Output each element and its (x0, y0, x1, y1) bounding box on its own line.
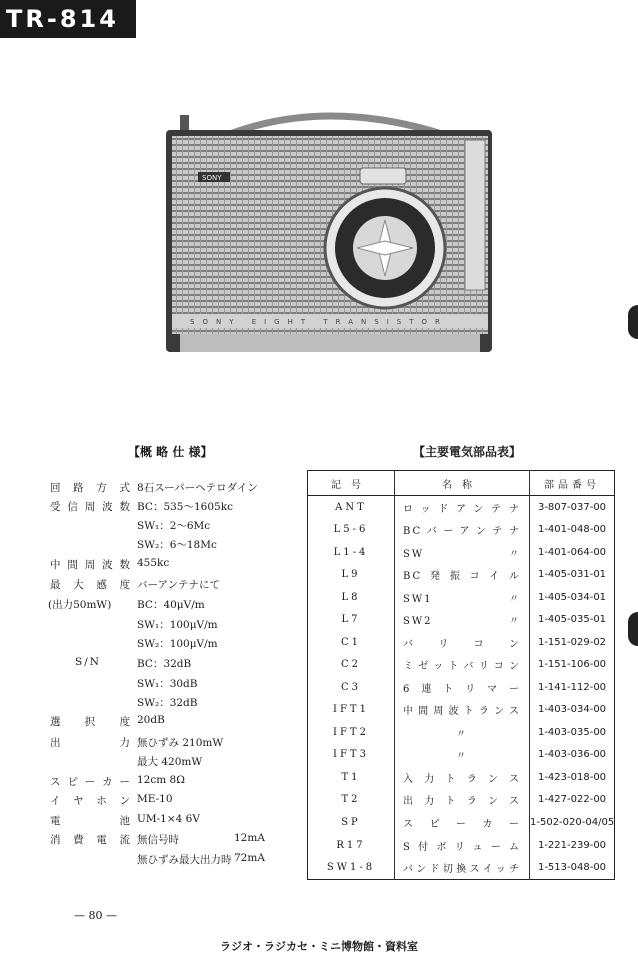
part-name: 出力トランス (395, 789, 530, 812)
part-number: 1-151-106-00 (530, 654, 615, 677)
table-row (308, 564, 615, 587)
table-row (308, 586, 615, 609)
part-name: スピーカー (395, 811, 530, 834)
col-header-name: 名称 (395, 471, 530, 496)
part-number: 1-405-034-01 (530, 586, 615, 609)
table-header-row (308, 471, 615, 496)
part-number: 1-502-020-04/05 (530, 811, 615, 834)
photo-caption: SONY (202, 174, 222, 182)
part-number: 1-427-022-00 (530, 789, 615, 812)
part-number: 1-151-029-02 (530, 631, 615, 654)
spec-label: スピーカー (50, 776, 130, 788)
table-row (308, 699, 615, 722)
part-number: 1-423-018-00 (530, 766, 615, 789)
part-symbol: SP (341, 817, 361, 828)
part-number: 1-221-239-00 (530, 834, 615, 857)
parts-table-body (308, 496, 615, 880)
spec-value: バーアンテナにて (137, 579, 221, 591)
part-number: 1-405-035-01 (530, 609, 615, 632)
spec-value: SW₁：30dB (137, 678, 198, 690)
table-row (308, 766, 615, 789)
part-name: バリコン (395, 631, 530, 654)
spec-label: 電池 (50, 815, 130, 827)
spec-value: SW₂：32dB (137, 697, 198, 709)
spec-value: SW₂：6～18Mc (137, 539, 217, 551)
part-name: SW 〃 (395, 541, 530, 564)
spec-value: SW₁：100μV/m (137, 619, 218, 631)
part-number: 1-403-034-00 (530, 699, 615, 722)
part-symbol: C2 (340, 659, 361, 671)
col-header-part-number: 部品番号 (530, 471, 615, 496)
spec-label: 回路方式 (50, 482, 130, 494)
part-symbol: T1 (341, 771, 361, 783)
table-row (308, 631, 615, 654)
part-symbol: IFT3 (333, 749, 369, 761)
part-name: S付ボリューム (395, 834, 530, 857)
part-name: ロッドアンテナ (395, 496, 530, 519)
spec-label: (出力50mW) (48, 599, 112, 611)
part-number: 1-401-048-00 (530, 519, 615, 542)
part-name: 〃 (395, 721, 530, 744)
part-symbol: L8 (341, 591, 361, 603)
part-name: 中間周波トランス (395, 699, 530, 722)
spec-value: BC：32dB (137, 658, 192, 670)
table-row (308, 811, 615, 834)
spec-value: BC：40μV/m (137, 599, 205, 611)
spec-value: 無ひずみ最大出力時 (137, 854, 232, 866)
spec-value: UM-1×4 6V (137, 813, 200, 825)
part-symbol: C3 (340, 681, 361, 693)
spec-value: 最大 420mW (137, 756, 203, 768)
table-row (308, 789, 615, 812)
spec-label: 最大感度 (50, 579, 130, 591)
spec-value: 無信号時 (137, 834, 179, 846)
part-symbol: R17 (336, 839, 366, 851)
spec-label: 中間周波数 (50, 559, 130, 571)
table-row (308, 519, 615, 542)
table-row (308, 496, 615, 519)
spec-label: 消費電流 (50, 834, 130, 846)
part-symbol: C1 (340, 636, 361, 648)
spec-value: SW₂：100μV/m (137, 638, 218, 650)
part-number: 1-141-112-00 (530, 676, 615, 699)
part-symbol: T2 (341, 794, 361, 806)
page-number: — 80 — (74, 909, 117, 922)
radio-photo (160, 110, 496, 362)
part-number: 1-405-031-01 (530, 564, 615, 587)
spec-value: ME-10 (137, 793, 173, 805)
part-symbol: SW1-8 (326, 862, 376, 874)
table-row (308, 541, 615, 564)
parts-table (307, 470, 615, 880)
spec-label: イヤホン (50, 795, 130, 807)
part-name: BC発振コイル (395, 564, 530, 587)
spec-value: 20dB (137, 714, 165, 726)
edge-mark (628, 305, 638, 339)
part-name: バンド切換スイッチ (395, 856, 530, 879)
part-number: 1-513-048-00 (530, 856, 615, 879)
spec-value-current: 72mA (234, 852, 265, 864)
part-name: 〃 (395, 744, 530, 767)
part-symbol: IFT1 (333, 704, 369, 716)
spec-value: BC：535～1605kc (137, 501, 233, 513)
col-header-symbol: 記号 (308, 471, 395, 496)
edge-mark (628, 612, 638, 646)
model-tab: TR-814 (0, 0, 136, 38)
part-name: ミゼットバリコン (395, 654, 530, 677)
spec-label: 選択度 (50, 716, 130, 728)
spec-label: 受信周波数 (50, 501, 130, 513)
part-symbol: L7 (341, 614, 361, 626)
part-symbol: L1-4 (333, 546, 369, 558)
spec-value: 8石スーパーヘテロダイン (137, 482, 258, 494)
part-symbol: IFT2 (333, 726, 369, 738)
part-name: SW2 〃 (395, 609, 530, 632)
table-row (308, 856, 615, 879)
part-name: 6連トリマー (395, 676, 530, 699)
spec-value: 無ひずみ 210mW (137, 737, 224, 749)
spec-value: 455kc (137, 557, 170, 569)
parts-title: 【主要電気部品表】 (413, 445, 522, 459)
spec-title: 【概 略 仕 様】 (128, 445, 213, 459)
table-row (308, 744, 615, 767)
spec-label: S/N (75, 656, 101, 668)
part-symbol: ANT (335, 501, 367, 513)
table-row (308, 609, 615, 632)
part-symbol: L9 (341, 569, 361, 581)
part-name: SW1 〃 (395, 586, 530, 609)
table-row (308, 721, 615, 744)
brand-strip: SONY EIGHT TRANSISTOR (190, 318, 448, 326)
spec-value: SW₁：2～6Mc (137, 520, 211, 532)
table-row (308, 676, 615, 699)
part-number: 1-403-035-00 (530, 721, 615, 744)
part-number: 1-401-064-00 (530, 541, 615, 564)
spec-label: 出力 (50, 737, 130, 749)
part-symbol: L5-6 (333, 524, 369, 536)
table-row (308, 654, 615, 677)
footer-credit: ラジオ・ラジカセ・ミニ博物館・資料室 (220, 940, 418, 953)
part-number: 3-807-037-00 (530, 496, 615, 519)
spec-value: 12cm 8Ω (137, 774, 185, 786)
part-name: BCバーアンテナ (395, 519, 530, 542)
part-number: 1-403-036-00 (530, 744, 615, 767)
part-name: 入力トランス (395, 766, 530, 789)
table-row (308, 834, 615, 857)
spec-value-current: 12mA (234, 832, 265, 844)
